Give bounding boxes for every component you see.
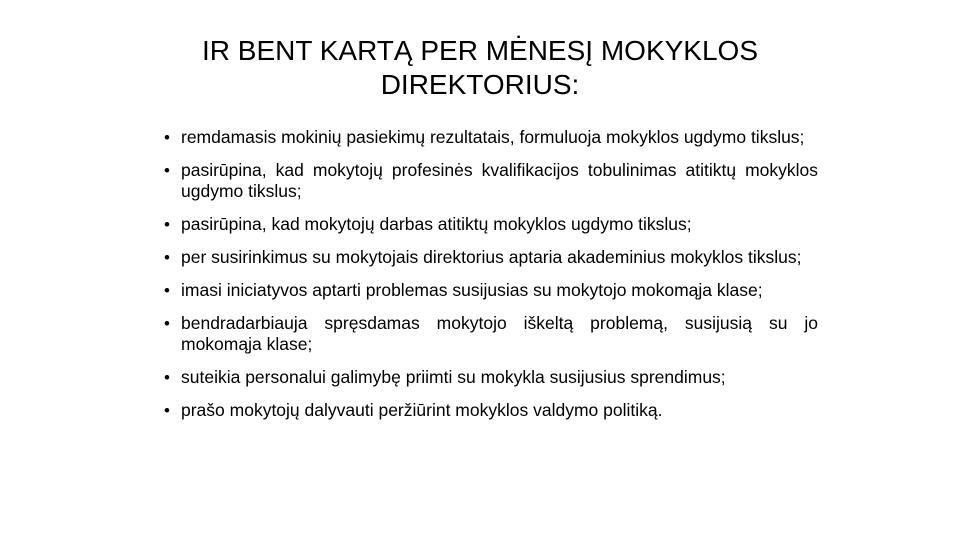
bullet-item <box>162 247 818 268</box>
bullet-text: remdamasis mokinių pasiekimų rezultatais, formuluoja mokyklos ugdymo tikslus; <box>181 127 805 147</box>
bullet-item <box>162 214 818 235</box>
bullet-item <box>162 400 818 421</box>
bullet-item <box>162 280 818 301</box>
bullet-text: prašo mokytojų dalyvauti peržiūrint mokyklos valdymo politiką. <box>181 400 663 420</box>
bullet-text: bendradarbiauja spręsdamas mokytojo iškeltą problemą, susijusią su jo mokomąja klase; <box>181 313 818 354</box>
bullet-icon: • <box>164 281 170 300</box>
bullet-icon: • <box>164 401 170 420</box>
bullet-item <box>162 367 818 388</box>
bullet-icon: • <box>164 368 170 387</box>
bullet-icon: • <box>164 215 170 234</box>
title-line-1: IR BENT KARTĄ PER MĖNESĮ MOKYKLOS <box>202 35 758 66</box>
bullet-icon: • <box>164 128 170 147</box>
bullet-item <box>162 127 818 148</box>
bullet-item <box>162 160 818 202</box>
bullet-text: per susirinkimus su mokytojais direktorius aptaria akademinius mokyklos tikslus; <box>181 247 802 267</box>
bullet-icon: • <box>164 161 170 180</box>
bullet-icon: • <box>164 248 170 267</box>
bullet-icon: • <box>164 314 170 333</box>
bullet-text: suteikia personalui galimybę priimti su mokykla susijusius sprendimus; <box>181 367 726 387</box>
slide-title <box>130 34 830 102</box>
bullet-item <box>162 313 818 355</box>
title-line-2: DIREKTORIUS: <box>380 69 580 100</box>
bullet-text: pasirūpina, kad mokytojų profesinės kvalifikacijos tobulinimas atitiktų mokyklos ugdymo tikslus; <box>181 160 818 201</box>
bullet-list <box>162 127 818 433</box>
bullet-text: pasirūpina, kad mokytojų darbas atitiktų mokyklos ugdymo tikslus; <box>181 214 692 234</box>
bullet-text: imasi iniciatyvos aptarti problemas susijusias su mokytojo mokomąja klase; <box>181 280 763 300</box>
